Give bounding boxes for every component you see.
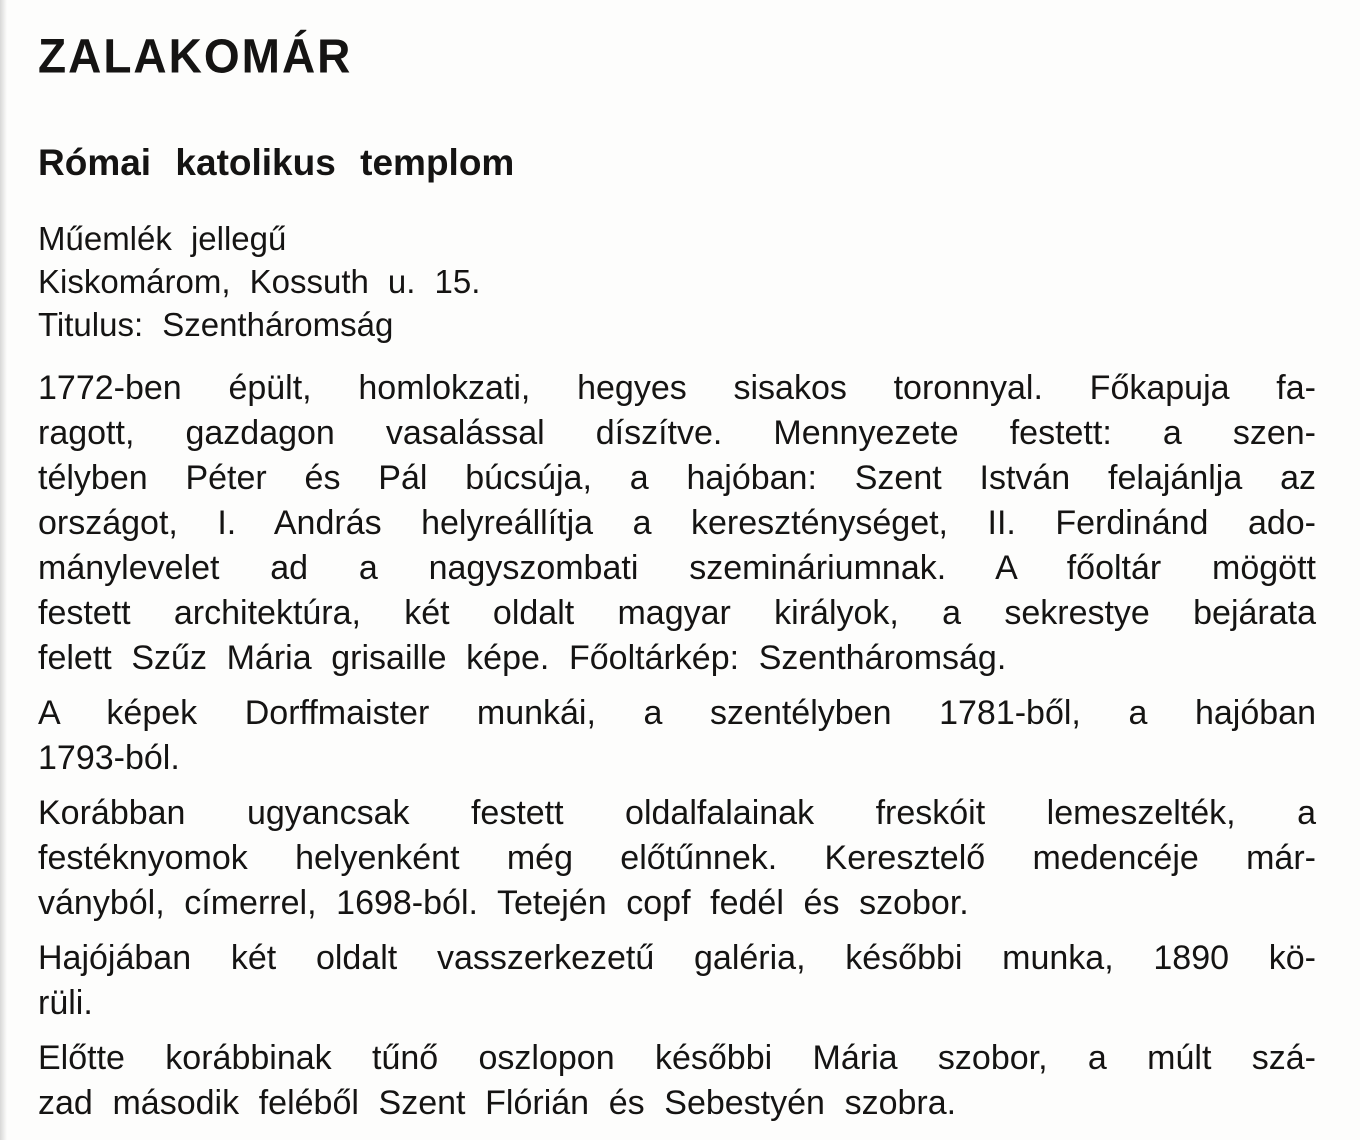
text-line: Előtte korábbinak tűnő oszlopon későbbi Mária szobor, a múlt szá- [38, 1039, 1316, 1077]
paragraph [38, 791, 1316, 926]
text-line: rüli. [38, 984, 93, 1022]
text-line: ványból, címerrel, 1698-ból. Tetején copf fedél és szobor. [38, 884, 969, 922]
text-line: télyben Péter és Pál búcsúja, a hajóban: Szent István felajánlja az [38, 459, 1316, 497]
paragraph [38, 1036, 1316, 1126]
text-line: ragott, gazdagon vasalással díszítve. Mennyezete festett: a szen- [38, 414, 1316, 452]
text-line: festett architektúra, két oldalt magyar királyok, a sekrestye bejárata [38, 594, 1316, 632]
detail-line: Kiskomárom, Kossuth u. 15. [38, 263, 481, 300]
text-line: festéknyomok helyenként még előtűnnek. Keresztelő medencéje már- [38, 839, 1316, 877]
text-line: 1793-ból. [38, 739, 180, 777]
text-line: felett Szűz Mária grisaille képe. Főoltárkép: Szentháromság. [38, 639, 1007, 677]
text-line: Hajójában két oldalt vasszerkezetű galéria, későbbi munka, 1890 kö- [38, 939, 1316, 977]
body-text [38, 366, 1316, 1126]
detail-line: Műemlék jellegű [38, 220, 287, 257]
paragraph [38, 691, 1316, 781]
text-line: 1772-ben épült, homlokzati, hegyes sisakos toronnyal. Főkapuja fa- [38, 369, 1316, 407]
text-line: mánylevelet ad a nagyszombati szemináriumnak. A főoltár mögött [38, 549, 1316, 587]
paragraph [38, 936, 1316, 1026]
text-line: Korábban ugyancsak festett oldalfalainak freskóit lemeszelték, a [38, 794, 1316, 832]
detail-line: Titulus: Szentháromság [38, 306, 394, 343]
text-line: országot, I. András helyreállítja a kereszténységet, II. Ferdinánd ado- [38, 504, 1316, 542]
text-line: A képek Dorffmaister munkái, a szentélyben 1781-ből, a hajóban [38, 694, 1316, 732]
monument-details [38, 217, 1316, 346]
section-heading: Római katolikus templom [38, 142, 515, 183]
paragraph [38, 366, 1316, 681]
text-line: zad második feléből Szent Flórián és Sebestyén szobra. [38, 1084, 957, 1122]
page-title: ZALAKOMÁR [38, 28, 353, 83]
